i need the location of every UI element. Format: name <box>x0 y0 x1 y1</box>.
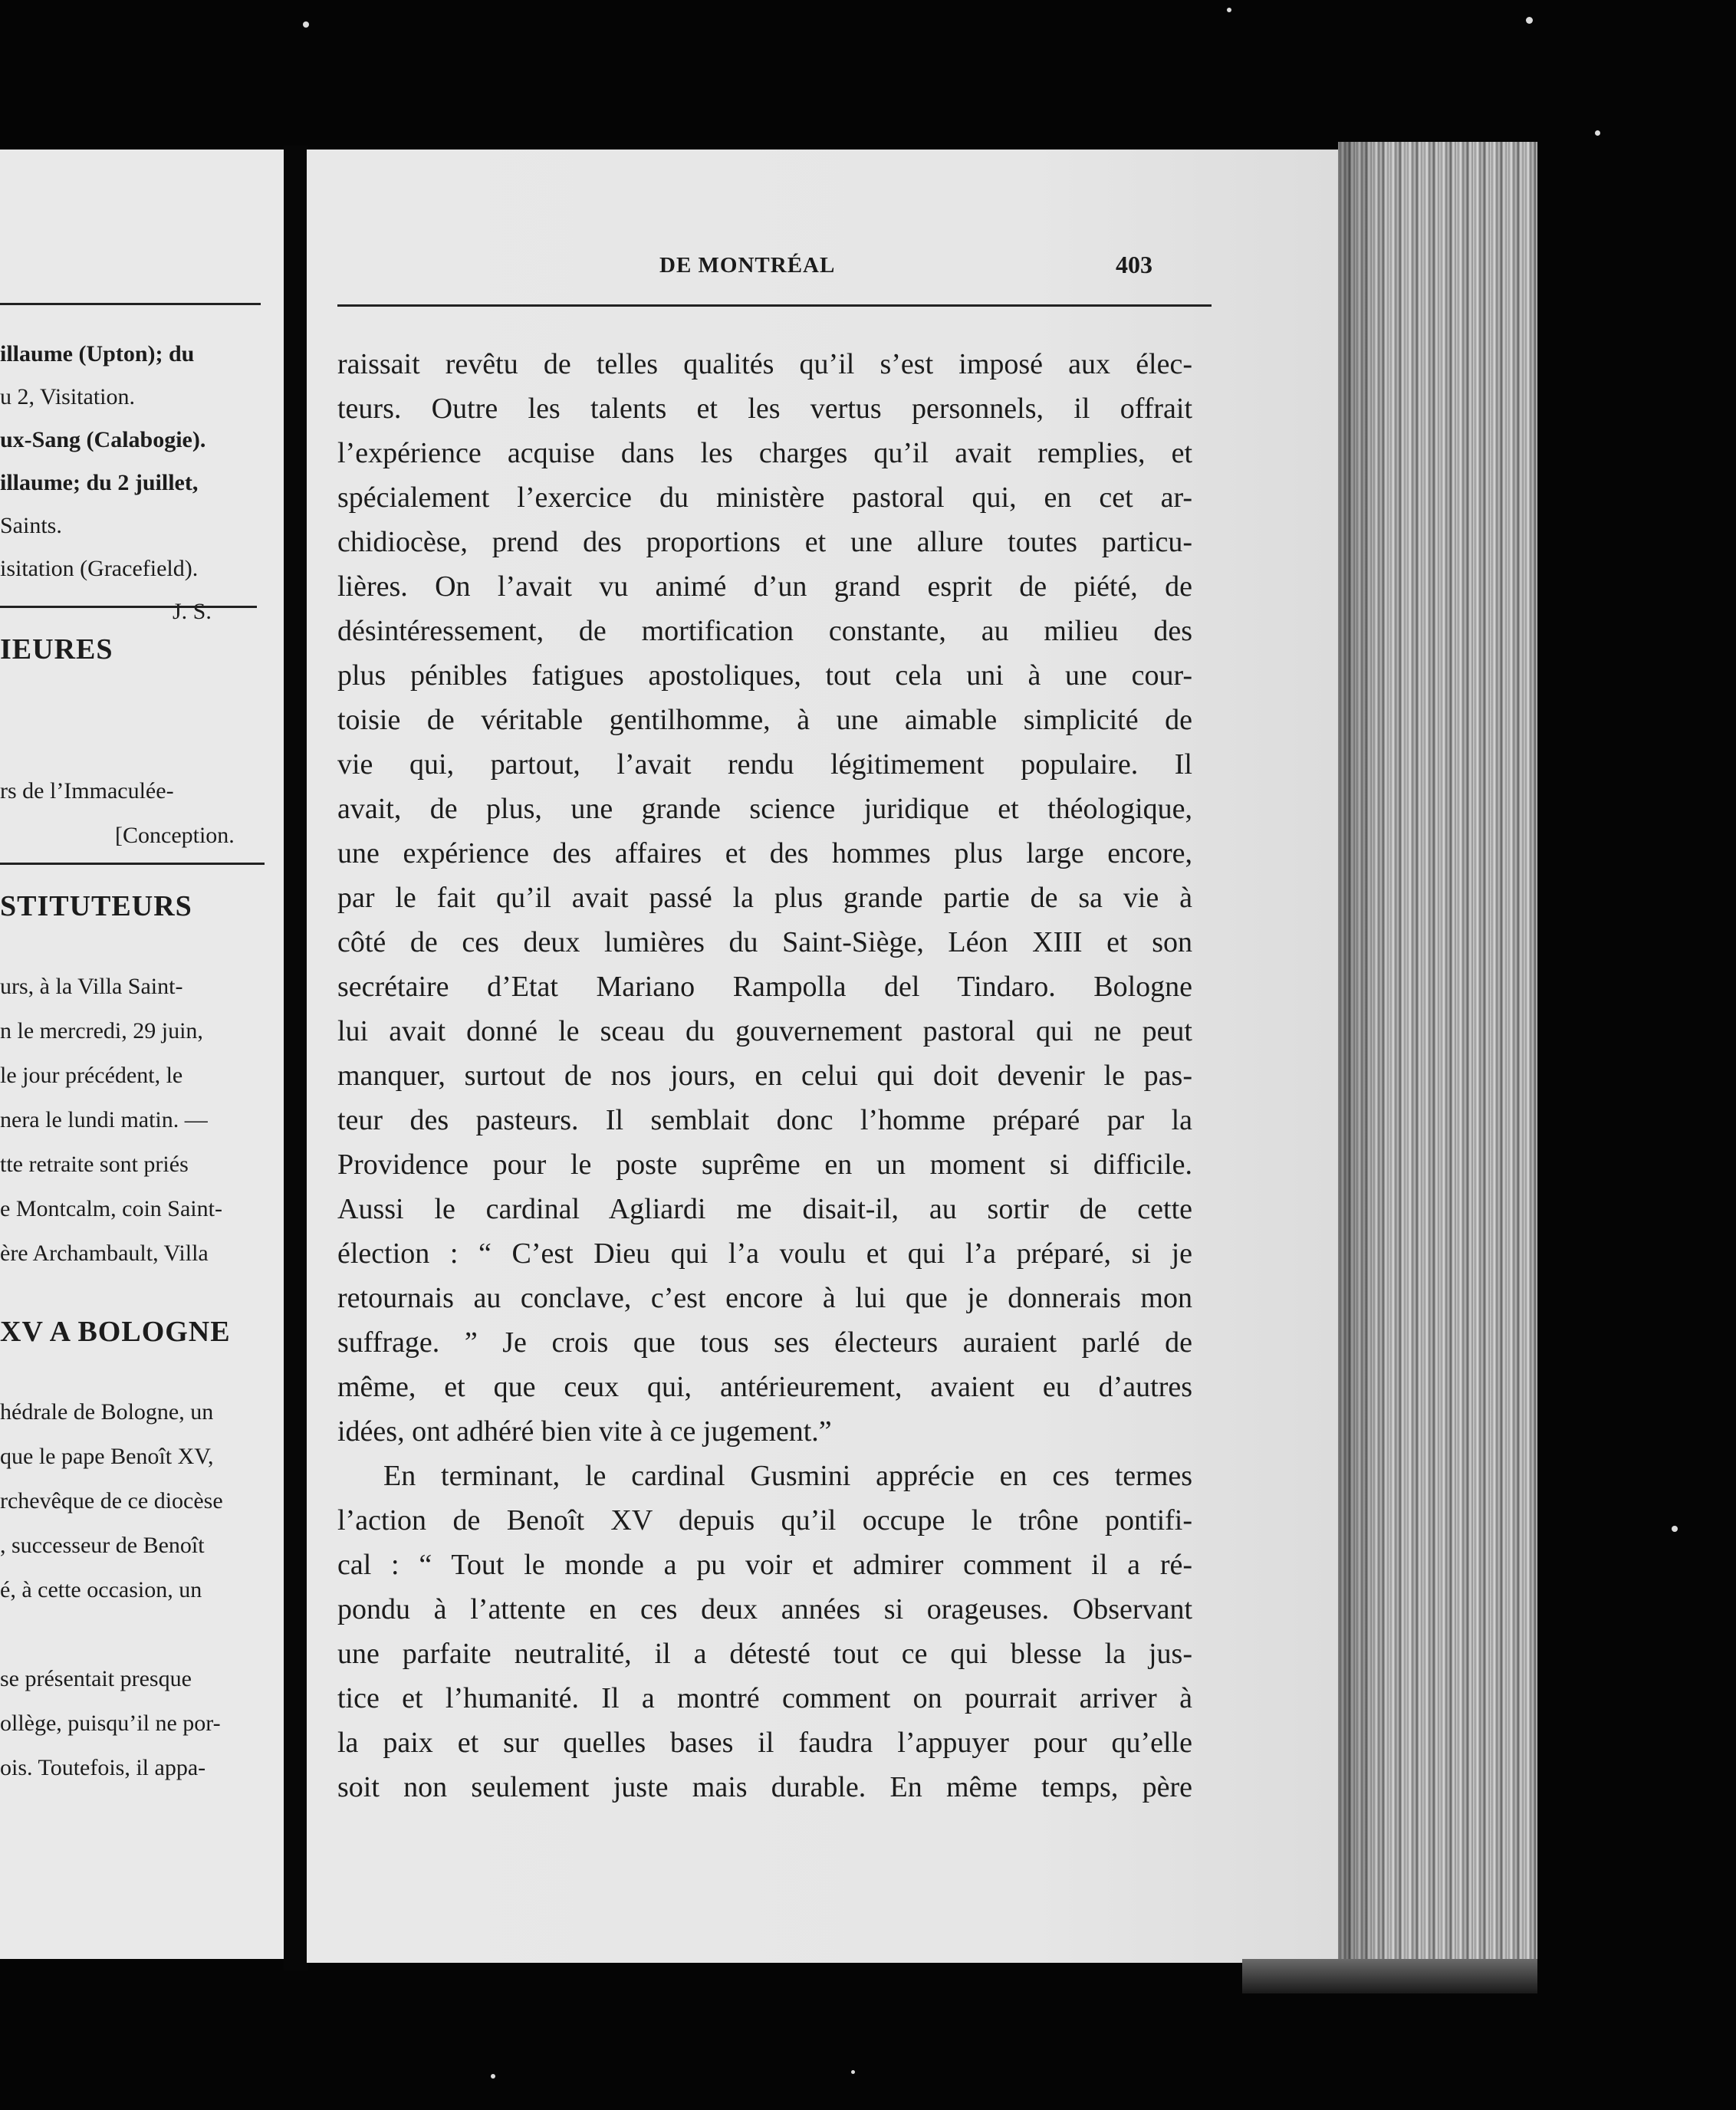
dust-speck <box>1672 1526 1678 1532</box>
left-page-line: [Conception. <box>115 823 235 848</box>
body-line: par le fait qu’il avait passé la plus grande partie de sa vie à <box>337 882 1192 914</box>
left-page-line: u 2, Visitation. <box>0 384 135 409</box>
dust-speck <box>1595 130 1600 136</box>
body-line: teur des pasteurs. Il semblait donc l’homme préparé par la <box>337 1104 1192 1136</box>
body-line: élection : “ C’est Dieu qui l’a voulu et qui l’a préparé, si je <box>337 1237 1192 1270</box>
body-line: chidiocèse, prend des proportions et une allure toutes particu- <box>337 526 1192 558</box>
left-page-line: nera le lundi matin. — <box>0 1107 208 1132</box>
page-number: 403 <box>1116 251 1152 278</box>
book-base <box>1242 1959 1537 1993</box>
header-rule <box>337 304 1212 307</box>
body-line: l’action de Benoît XV depuis qu’il occupe le trône pontifi- <box>337 1504 1192 1536</box>
left-page-line: se présentait presque <box>0 1666 192 1691</box>
left-page-line: illaume; du 2 juillet, <box>0 470 199 495</box>
body-line: pondu à l’attente en ces deux années si orageuses. Observant <box>337 1593 1192 1625</box>
left-page-line: tte retraite sont priés <box>0 1152 189 1177</box>
left-page-line: ux-Sang (Calabogie). <box>0 427 206 452</box>
page-edges-shadow <box>1338 142 1384 1993</box>
body-line: retournais au conclave, c’est encore à lui que je donnerais mon <box>337 1282 1192 1314</box>
body-line: secrétaire d’Etat Mariano Rampolla del Tindaro. Bologne <box>337 971 1192 1003</box>
body-line: lières. On l’avait vu animé d’un grand esprit de piété, de <box>337 570 1192 603</box>
left-page-line: isitation (Gracefield). <box>0 556 199 581</box>
running-head: DE MONTRÉAL <box>659 253 836 278</box>
body-line: une parfaite neutralité, il a détesté tout ce qui blesse la jus- <box>337 1638 1192 1670</box>
body-line: vie qui, partout, l’avait rendu légitimement populaire. Il <box>337 748 1192 781</box>
left-page-line: illaume (Upton); du <box>0 341 195 366</box>
left-page-line: , successeur de Benoît <box>0 1533 205 1558</box>
left-page-line: le jour précédent, le <box>0 1063 183 1088</box>
body-line: tice et l’humanité. Il a montré comment on pourrait arriver à <box>337 1682 1192 1714</box>
left-page-line: ollège, puisqu’il ne por- <box>0 1711 221 1736</box>
left-heading-2: STITUTEURS <box>0 890 192 922</box>
left-section-rule-1 <box>0 606 257 608</box>
body-line: En terminant, le cardinal Gusmini apprécie en ces termes <box>383 1460 1192 1492</box>
body-line: spécialement l’exercice du ministère pastoral qui, en cet ar- <box>337 481 1192 514</box>
body-line: côté de ces deux lumières du Saint-Siège, Léon XIII et son <box>337 926 1192 958</box>
body-line: manquer, surtout de nos jours, en celui qui doit devenir le pas- <box>337 1060 1192 1092</box>
left-heading-1: IEURES <box>0 633 113 666</box>
body-line: la paix et sur quelles bases il faudra l’appuyer pour qu’elle <box>337 1727 1192 1759</box>
body-line: Providence pour le poste suprême en un moment si difficile. <box>337 1149 1192 1181</box>
left-page-line: é, à cette occasion, un <box>0 1577 202 1602</box>
body-line: l’expérience acquise dans les charges qu’il avait remplies, et <box>337 437 1192 469</box>
left-page-line: hédrale de Bologne, un <box>0 1399 214 1425</box>
dust-speck <box>491 2074 495 2079</box>
left-page-line: Saints. <box>0 513 62 538</box>
left-page-line: rs de l’Immaculée- <box>0 778 174 804</box>
left-page-line: ois. Toutefois, il appa- <box>0 1755 206 1780</box>
left-page-line: rchevêque de ce diocèse <box>0 1488 223 1513</box>
left-page-line: que le pape Benoît XV, <box>0 1444 214 1469</box>
body-line: désintéressement, de mortification constante, au milieu des <box>337 615 1192 647</box>
left-header-rule <box>0 303 261 305</box>
left-page-line: e Montcalm, coin Saint- <box>0 1196 222 1221</box>
body-line: même, et que ceux qui, antérieurement, avaient eu d’autres <box>337 1371 1192 1403</box>
body-line: soit non seulement juste mais durable. En même temps, père <box>337 1771 1192 1803</box>
body-line: avait, de plus, une grande science juridique et théologique, <box>337 793 1192 825</box>
body-line: lui avait donné le sceau du gouvernement pastoral qui ne peut <box>337 1015 1192 1047</box>
dust-speck <box>303 21 309 28</box>
dust-speck <box>1227 8 1231 12</box>
left-page-line: J. S. <box>173 599 212 624</box>
body-line: cal : “ Tout le monde a pu voir et admirer comment il a ré- <box>337 1549 1192 1581</box>
left-page <box>0 150 284 1959</box>
dust-speck <box>1526 17 1533 24</box>
left-section-rule-2 <box>0 863 265 865</box>
body-line: une expérience des affaires et des hommes plus large encore, <box>337 837 1192 869</box>
body-line: Aussi le cardinal Agliardi me disait-il, au sortir de cette <box>337 1193 1192 1225</box>
body-line: teurs. Outre les talents et les vertus personnels, il offrait <box>337 393 1192 425</box>
body-line: toisie de véritable gentilhomme, à une aimable simplicité de <box>337 704 1192 736</box>
left-page-line: ère Archambault, Villa <box>0 1241 209 1266</box>
left-heading-3: XV A BOLOGNE <box>0 1316 231 1348</box>
dust-speck <box>851 2070 855 2074</box>
body-line: raissait revêtu de telles qualités qu’il s’est imposé aux élec- <box>337 348 1192 380</box>
book-gutter <box>284 146 308 1970</box>
left-page-line: n le mercredi, 29 juin, <box>0 1018 203 1043</box>
body-line: plus pénibles fatigues apostoliques, tout cela uni à une cour- <box>337 659 1192 692</box>
body-line: idées, ont adhéré bien vite à ce jugement.” <box>337 1415 832 1448</box>
right-page <box>307 150 1338 1963</box>
left-page-line: urs, à la Villa Saint- <box>0 974 183 999</box>
body-line: suffrage. ” Je crois que tous ses électeurs auraient parlé de <box>337 1326 1192 1359</box>
